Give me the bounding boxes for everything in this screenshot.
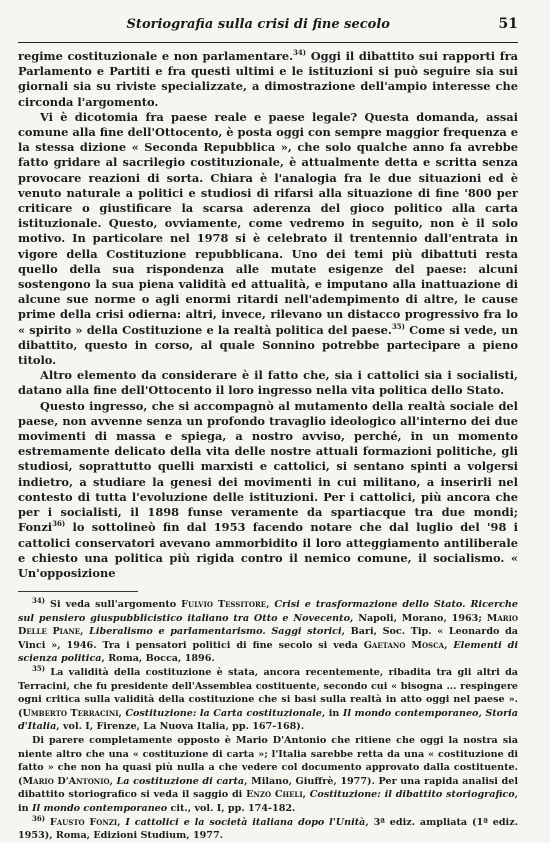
footnote-rule [18, 591, 138, 592]
footnote-34: $^{34)}$ Si veda sull'argomento Fulvio Tessitore, Crisi e trasformazione dello Stato. Ricerche sul pensiero giuspubblicistico italiano tra Otto e Novecento, Napoli, Morano, 1963; Mario Delle Piane, Liberalismo e parlamentarismo. Saggi storici, Bari, Soc. Tip. « Leonardo da Vinci », 1946. Tra i pensatori politici di fine secolo si veda Gaetano Mosca, Elementi di scienza politica, Roma, Bocca, 1896. [18, 595, 519, 665]
footnote-ref-34: 34) [293, 48, 307, 58]
running-header [18, 16, 518, 38]
footnote-35: $^{35)}$ La validità della costituzione è stata, ancora recentemente, ribadita tra gli altri da Terracini, che fu presidente dell'Assemblea costituente, secondo cui « bisogna ... respingere ogni critica sulla validità della costituzione che si basi sulla realtà in atto oggi nel paese ». (Umberto Terracini, Costituzione: la Carta costituzionale, in Il mondo contemporaneo, Storia d'Italia, vol. I, Firenze, La Nuova Italia, pp. 167-168). [18, 663, 518, 733]
page-number: 51 [498, 16, 518, 32]
footnote-36: $^{36)}$ Fausto Fonzi, I cattolici e la società italiana dopo l'Unità, 3ª ediz. ampliata (1ª ediz. 1953), Roma, Edizioni Studium, 1977. [18, 813, 518, 842]
paragraph-3: Altro elemento da considerare è il fatto che, sia i cattolici sia i socialisti, datano alla fine dell'Ottocento il loro ingresso nella vita politica dello Stato. [18, 368, 518, 398]
footnote-35-continued: Di parere completamente opposto è Mario D'Antonio che ritiene che oggi la nostra sia niente altro che una « costituzione di carta »; l'Italia sarebbe retta da una « costituzione di fatto » che non ha quasi più nulla a che vedere col documento approvato dalla costituente. (Mario D'Antonio, La costituzione di carta, Milano, Giuffrè, 1977). Per una rapida analisi del dibattito storiografico si veda il saggio di Enzo Cheli, Costituzione: il dibattito storiografico, in Il mondo contemporaneo cit., vol. I, pp. 174-182. [18, 735, 519, 815]
paragraph-4: Questo ingresso, che si accompagnò al mutamento della realtà sociale del paese, non avvenne senza un profondo travaglio ideologico all'interno dei due movimenti di massa e spiega, a nostro avviso, perché, in un momento estremamente delicato della vita delle nostre attuali formazioni politiche, gli studiosi, soprattutto quelli marxisti e cattolici, si sentano spinti a volgersi indietro, a studiare la genesi dei movimenti in cui militano, a inserirli nel contesto di tutta l'evoluzione delle istituzioni. Per i cattolici, più ancora che per i socialisti, il 1898 funse veramente da spartiacque tra due mondi; Fonzi$^{36)}$ lo sottolineò fin dal 1953 facendo notare che dal luglio del '98 i cattolici conservatori avevano ammorbidito il loro atteggiamento antiliberale e chiesto una politica più rigida contro il nemico comune, il socialismo. « Un'opposizione [18, 398, 518, 580]
running-title: Storiografia sulla crisi di fine secolo [126, 17, 390, 32]
paragraph-2: Vi è dicotomia fra paese reale e paese legale? Questa domanda, assai comune alla fine dell'Ottocento, è posta oggi con sempre maggior frequenza e la stessa dizione « Seconda Repubblica », che solo qualche anno fa avrebbe fatto gridare al sacrilegio costituzionale, è attualmente detta e scritta senza provocare reazioni di sorta. Chiara è l'analogia fra le due situazioni ed è venuto naturale a politici e studiosi di rifarsi alla situazione di fine '800 per criticare o giustificare la scarsa aderenza del gioco politico alla carta istituzionale. Questo, ovviamente, come vedremo in seguito, non è il solo motivo. In particolare nel 1978 si è celebrato il trentennio dall'entrata in vigore della Costituzione repubblicana. Uno dei temi più dibattuti resta quello della sua rispondenza alle mutate esigenze del paese: alcuni sostengono la sua piena validità ed attualità, e imputano alla inattuazione di alcune sue norme o agli enormi ritardi nell'adempimento di altre, le cause prime della crisi odierna: altri, invece, rilevano un distacco progressivo fra lo « spirito » della Costituzione e la realtà politica del paese.$^{35)}$ Come si vede, un dibattito, questo in corso, al quale Sonnino potrebbe partecipare a pieno titolo. [18, 109, 518, 368]
paragraph-1: regime costituzionale e non parlamentare.$^{34)}$ Oggi il dibattito sui rapporti fra Parlamento e Partiti e fra questi ultimi e le istituzioni si può seguire sia sui giornali sia su riviste specializzate, a dimostrazione dell'ampio interesse che circonda l'argomento. [18, 48, 518, 109]
main-text [18, 49, 518, 581]
footnotes [18, 595, 519, 843]
footnote-ref-35: 35) [391, 321, 405, 331]
header-rule [18, 42, 518, 43]
footnote-ref-36: 36) [52, 519, 66, 529]
